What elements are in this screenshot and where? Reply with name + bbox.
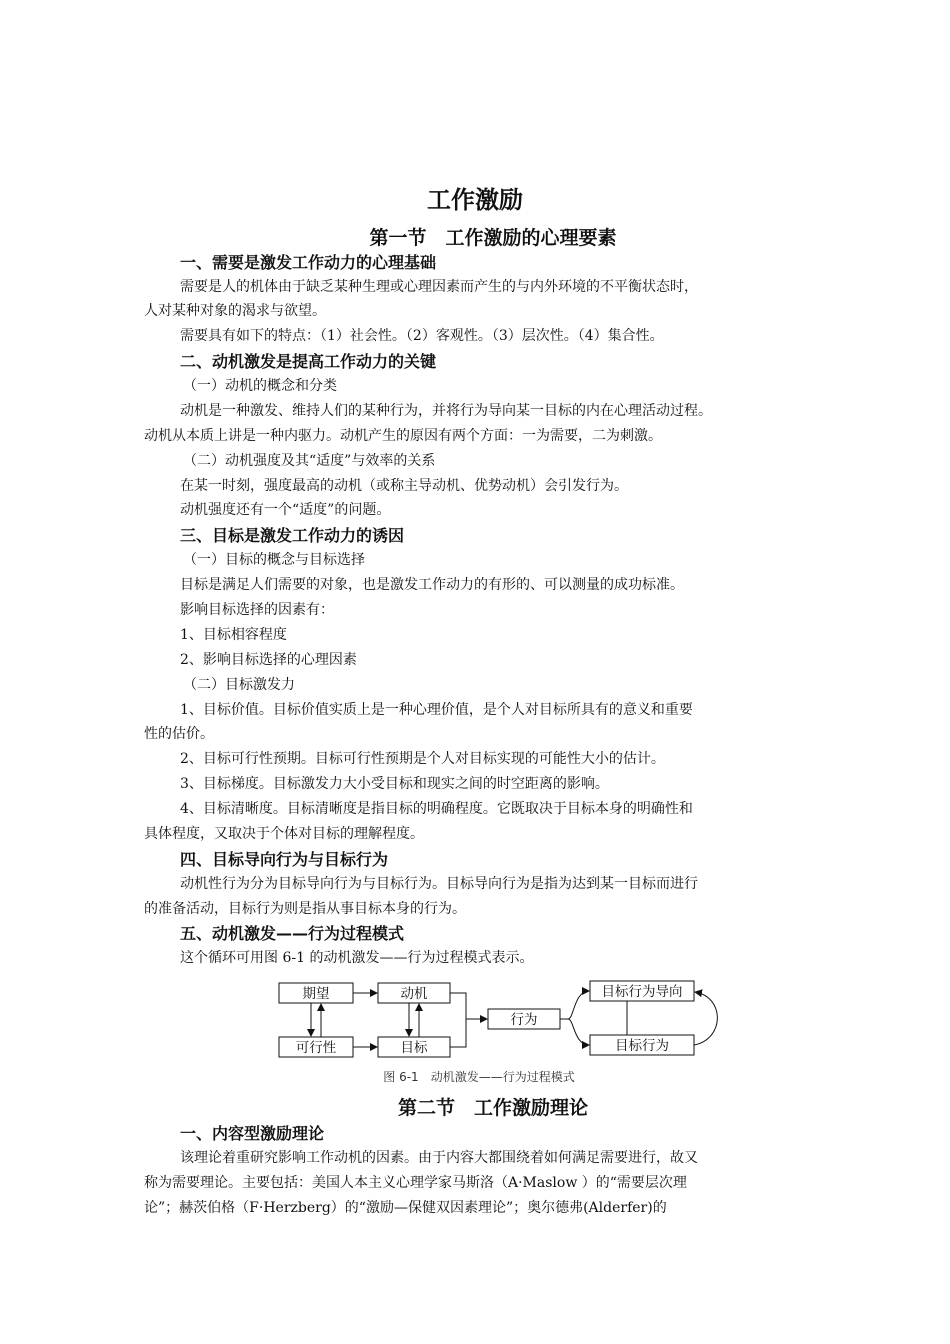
goal-label: 目标 — [400, 1040, 428, 1056]
section-2-title: 第二节 工作激励理论 — [397, 1097, 588, 1119]
section-1-title: 第一节 工作激励的心理要素 — [369, 227, 617, 249]
goal-behavior-label: 目标行为 — [615, 1038, 669, 1054]
paragraph: 需要具有如下的特点：（1）社会性。（2）客观性。（3）层次性。（4）集合性。 — [180, 328, 664, 344]
paragraph: 动机性行为分为目标导向行为与目标行为。目标导向行为是指为达到某一目标而进行 — [180, 876, 698, 892]
paragraph: 2、目标可行性预期。目标可行性预期是个人对目标实现的可能性大小的估计。 — [180, 751, 665, 767]
motive-label: 动机 — [400, 986, 428, 1002]
paragraph: 称为需要理论。主要包括：美国人本主义心理学家马斯洛（A·Maslow ）的“需要层次理 — [144, 1175, 687, 1191]
subheading: （一）动机的概念和分类 — [183, 378, 337, 394]
heading-1-5: 五、动机激发——行为过程模式 — [180, 924, 405, 943]
paragraph: 1、目标价值。目标价值实质上是一种心理价值，是个人对目标所具有的意义和重要 — [180, 702, 693, 718]
heading-1-1: 一、需要是激发工作动力的心理基础 — [180, 253, 437, 272]
paragraph: 动机是一种激发、维持人们的某种行为，并将行为导向某一目标的内在心理活动过程。 — [180, 403, 712, 419]
subheading: （二）动机强度及其“适度”与效率的关系 — [183, 453, 436, 469]
feasible-label: 可行性 — [295, 1040, 337, 1056]
heading-1-3: 三、目标是激发工作动力的诱因 — [180, 526, 405, 545]
heading-1-4: 四、目标导向行为与目标行为 — [180, 850, 389, 869]
paragraph: 这个循环可用图 6-1 的动机激发——行为过程模式表示。 — [180, 950, 534, 966]
expect-label: 期望 — [302, 986, 330, 1002]
paragraph: 动机从本质上讲是一种内驱力。动机产生的原因有两个方面：一为需要，二为刺激。 — [144, 428, 662, 444]
document-title: 工作激励 — [427, 186, 523, 214]
brace-lower — [568, 1019, 589, 1045]
paragraph: 影响目标选择的因素有： — [180, 602, 334, 618]
goal-directed-label: 目标行为导向 — [601, 984, 683, 1000]
subheading: （二）目标激发力 — [183, 677, 295, 693]
bracket-line — [450, 993, 466, 1047]
figure-caption: 图 6-1 动机激发——行为过程模式 — [383, 1070, 575, 1084]
paragraph: 人对某种对象的渴求与欲望。 — [144, 303, 326, 319]
paragraph: 目标是满足人们需要的对象，也是激发工作动力的有形的、可以测量的成功标准。 — [180, 577, 684, 593]
paragraph: 动机强度还有一个“适度”的问题。 — [180, 502, 391, 518]
paragraph: 3、目标梯度。目标激发力大小受目标和现实之间的时空距离的影响。 — [180, 776, 609, 792]
paragraph: 具体程度，又取决于个体对目标的理解程度。 — [144, 826, 424, 842]
motivation-behavior-diagram — [270, 975, 730, 1060]
list-item: 2、影响目标选择的心理因素 — [180, 652, 357, 668]
behavior-label: 行为 — [510, 1012, 538, 1028]
heading-1-2: 二、动机激发是提高工作动力的关键 — [180, 352, 437, 371]
feedback-arc — [694, 992, 717, 1045]
paragraph: 的准备活动，目标行为则是指从事目标本身的行为。 — [144, 901, 466, 917]
heading-2-1: 一、内容型激励理论 — [180, 1124, 325, 1143]
paragraph: 需要是人的机体由于缺乏某种生理或心理因素而产生的与内外环境的不平衡状态时， — [180, 279, 698, 295]
list-item: 1、目标相容程度 — [180, 627, 287, 643]
subheading: （一）目标的概念与目标选择 — [183, 552, 365, 568]
paragraph: 性的估价。 — [144, 726, 214, 742]
paragraph: 该理论着重研究影响工作动机的因素。由于内容大都围绕着如何满足需要进行，故又 — [180, 1150, 698, 1166]
paragraph: 4、目标清晰度。目标清晰度是指目标的明确程度。它既取决于目标本身的明确性和 — [180, 801, 693, 817]
brace-upper — [568, 991, 589, 1019]
paragraph: 论”；赫茨伯格（F·Herzberg）的“激励—保健双因素理论”；奥尔德弗(Alderfer)的 — [144, 1200, 667, 1216]
paragraph: 在某一时刻，强度最高的动机（或称主导动机、优势动机）会引发行为。 — [180, 478, 628, 494]
